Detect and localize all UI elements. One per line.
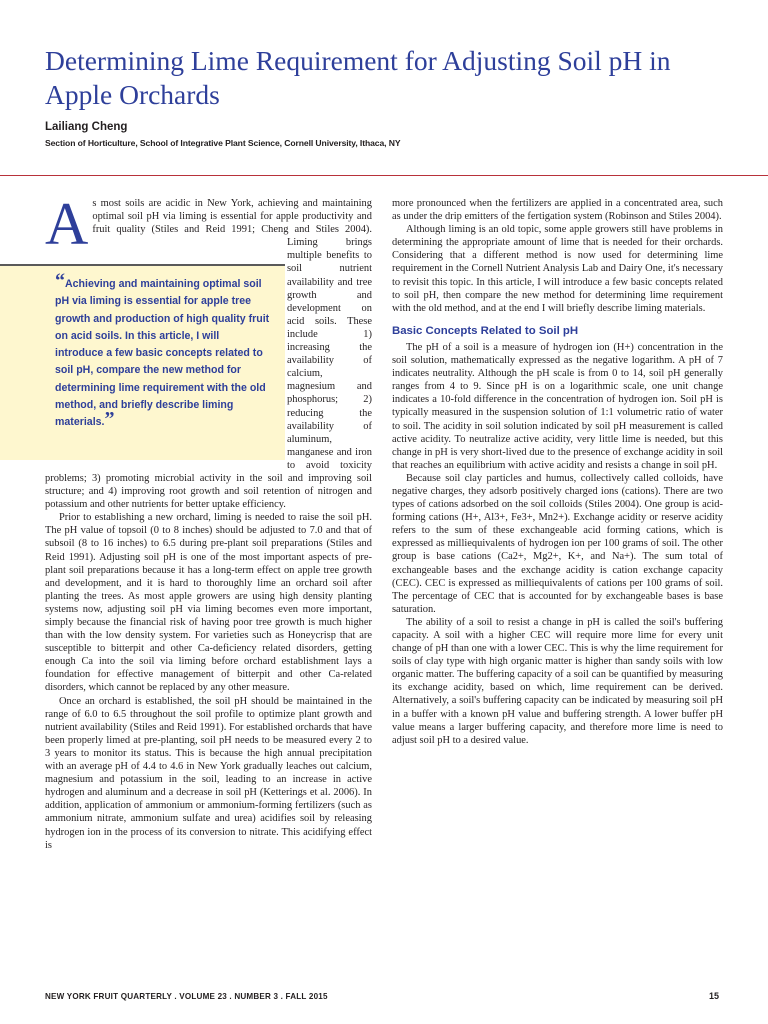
body-paragraph: s most soils are acidic in New York, achieving and maintaining optimal soil pH via liming is essential for apple productivity and fruit quality (Stiles and Reid 1991; Cheng and Stiles 2004). Liming brings multiple benefits to soil nutrient availability and tree growth and development on acid soils. These include 1) increasing the availability of calcium, magnesium and phosphorus; 2) reducing the availability of aluminum, manganese and iron to avoid toxicity problems; 3) promoting microbial activity in the soil and improving soil structure; and 4) improving root growth and soil retention of nitrogen and potassium and other nutrients for better uptake efficiency.	[45, 198, 372, 511]
body-paragraph: Because soil clay particles and humus, collectively called colloids, have negative charges, they adsorb positively charged ions (cations). There are two types of cations adsorbed on the soil colloids (Stiles 2004). One group is acid-forming cations (H+, Al3+, Fe3+, Mn2+). Exchange acidity or reserve acidity refers to the sum of these exchangeable acid forming cations, which is expressed as milliequivalents of hydrogen ion per 100 grams of soil. The other group is base cations (Ca2+, Mg2+, K+, and Na+). The sum total of exchangeable bases and the exchange acidity is cation exchange capacity (CEC). CEC is expressed as milliequivalents of cations per 100 grams of soil. The percentage of CEC that is accounted for by exchangeable bases is base saturation.	[392, 472, 723, 615]
body-paragraph: Once an orchard is established, the soil pH should be maintained in the range of 6.0 to 6.5 throughout the soil profile to optimize plant growth and nutrient availability (Stiles and Reid 1991). For established orchards that have been properly limed at pre-planting, soil pH needs to be measured every 2 to 3 years to monitor its status. This is because the high annual precipitation with an average pH of 4.4 to 4.6 in New York gradually leaches out calcium, magnesium and potassium in the soil, leading to an increase in active hydrogen and aluminum and a decrease in soil pH (Ketterings et al. 2006). In addition, application of ammonium or ammonium-forming fertilizers (such as ammonium nitrate, ammonium sulfate and urea) acidifies soil by releasing hydrogen ion in the process of its conversion to nitrate. This acidifying effect is	[45, 695, 372, 851]
article-title: Determining Lime Requirement for Adjusting Soil pH in Apple Orchards	[45, 45, 671, 110]
body-paragraph: Although liming is an old topic, some apple growers still have problems in determining the appropriate amount of lime that is needed for their orchards. Considering that a different method is now used for determining lime requirement in the Cornell Nutrient Analysis Lab and Dairy One, it's necessary to revisit this topic. In this article, I will introduce a few basic concepts related to soil pH, then compare the new method for determining lime requirement with the old method, and at the end I will briefly describe liming materials.	[392, 224, 723, 314]
pullquote-spacer	[45, 247, 287, 459]
body-paragraph: Prior to establishing a new orchard, liming is needed to raise the soil pH. The pH value of topsoil (0 to 8 inches) should be adjusted to 7.0 and that of subsoil (8 to 16 inches) to 6.5 during pre-plant soil preparations (Stiles and Reid 1991). Adjusting soil pH is one of the most important aspects of pre-plant soil preparations because it has a long-term effect on apple tree growth and development, and it is hard to thoroughly lime an orchard soil after planting the trees. As most apple growers are using high density planting systems now, adjusting soil pH via liming becomes even more important, simply because the financial risk of having poor tree growth is much higher than with the low density system. For varieties such as Honeycrisp that are susceptible to bitterpit and other Ca-deficiency related disorders, getting enough Ca into the soil via liming before orchard establishment lays a foundation for effective management of bitterpit and other Ca-related disorders, which cannot be replaced by any other measure.	[45, 512, 372, 694]
open-quote-mark: “	[55, 270, 65, 292]
right-column	[392, 197, 723, 747]
author-affiliation: Section of Horticulture, School of Integrative Plant Science, Cornell University, Ithaca, NY	[45, 138, 401, 148]
body-paragraph: The ability of a soil to resist a change in pH is called the soil's buffering capacity. A soil with a higher CEC will require more lime for every unit change of pH than one with a lower CEC. This is why the lime requirement for soils of clay type with high organic matter is higher than sandy soils with low organic matter. The buffering capacity of a soil can be quantified by measuring its exchange acidity, based on which, lime requirement can be derived. Alternatively, a soil's buffering capacity can be indicated by measuring soil pH in a buffer with a known pH value and buffering strength. A lower buffer pH value means a larger buffering capacity, and therefore more lime is need to adjust soil pH to a desired value.	[392, 616, 723, 746]
journal-footer: NEW YORK FRUIT QUARTERLY . VOLUME 23 . NUMBER 3 . FALL 2015	[45, 992, 328, 1001]
section-heading: Basic Concepts Related to Soil pH	[392, 324, 579, 337]
body-paragraph: more pronounced when the fertilizers are applied in a concentrated area, such as under the drip emitters of the fertigation system (Robinson and Stiles 2004).	[392, 198, 723, 223]
header-divider	[0, 175, 768, 176]
body-paragraph: The pH of a soil is a measure of hydrogen ion (H+) concentration in the soil solution, mathematically expressed as the negative logarithm. A pH of 7 indicates neutrality. Although the pH scale is from 0 to 14, soil pH generally ranges from 4 to 9. Since pH is on a logarithmic scale, one unit change indicates a 10-fold difference in the concentration of hydrogen ion. Soil pH is typically measured in the suspension solution of 1:1 volumetric ratio of water to soil. The acidity in soil solution indicated by soil pH measurement is called active acidity. To neutralize active acidity, very little lime is needed, but this change in pH is very short-lived due to the presence of exchange acidity in soil that reaches an equilibrium with active acidity and resists a change in soil pH.	[392, 341, 723, 471]
author-name: Lailiang Cheng	[45, 121, 128, 133]
page-number: 15	[709, 991, 720, 1001]
drop-cap: A	[45, 191, 89, 257]
pullquote-text: Achieving and maintaining optimal soil pH via liming is essential for apple tree growth and production of high quality fruit on acid soils. In this article, I will introduce a few basic concepts related to soil pH, compare the new method for determining lime requirement with the old method, and briefly describe liming materials.	[55, 278, 270, 429]
left-column	[45, 191, 372, 852]
close-quote-mark: ”	[104, 408, 115, 431]
